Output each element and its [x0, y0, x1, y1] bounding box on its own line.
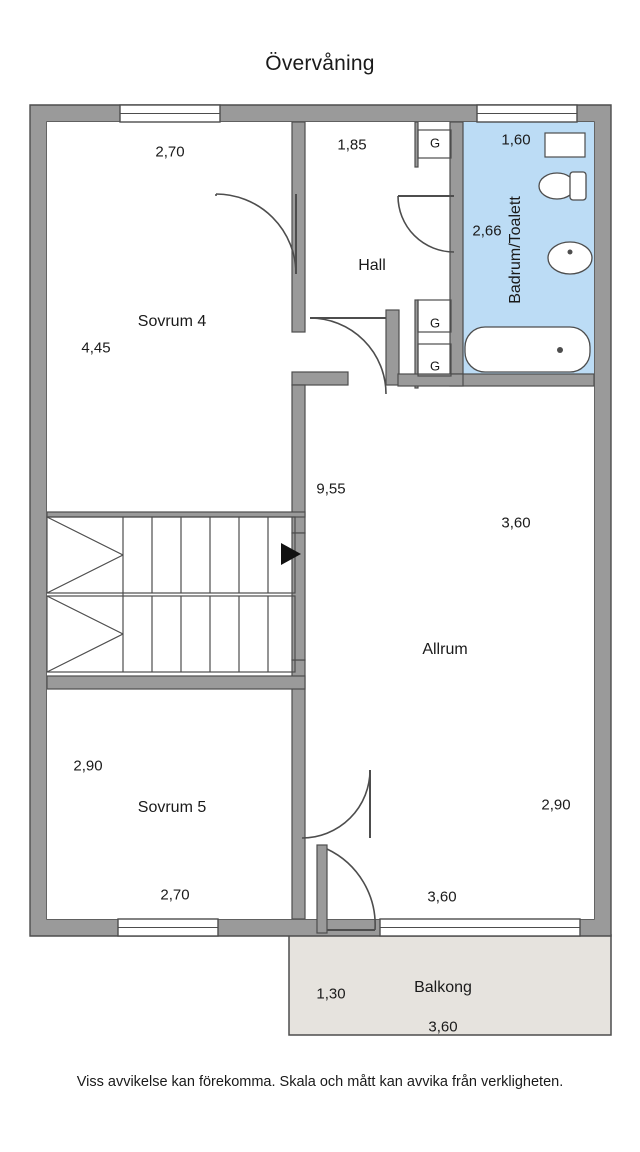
window-sovrum4-top [120, 105, 220, 122]
room-label-hall: Hall [358, 257, 386, 274]
room-label-allrum: Allrum [422, 641, 468, 658]
page-title: Övervåning [265, 52, 375, 75]
bathtub-icon [465, 327, 590, 372]
dimension-label: 1,60 [501, 131, 531, 149]
disclaimer-text: Viss avvikelse kan förekomma. Skala och mått kan avvika från verkligheten. [76, 1074, 564, 1090]
dimension-label: 1,85 [337, 136, 367, 154]
dimension-label: 3,60 [428, 1018, 458, 1036]
window-sovrum5-bottom [118, 919, 218, 936]
window-bathroom-top [477, 105, 577, 122]
closet-marker: G [429, 315, 441, 331]
dimension-label: 2,90 [541, 796, 571, 814]
dimension-label: 2,66 [472, 222, 502, 240]
toilet-icon [539, 172, 586, 200]
closet-marker: G [429, 135, 441, 151]
room-label-badrum-toalett: Badrum/Toalett [507, 196, 524, 304]
dimension-label: 3,60 [427, 888, 457, 906]
dimension-label: 4,45 [81, 339, 111, 357]
dimension-label: 2,70 [155, 143, 185, 161]
room-label-sovrum4: Sovrum 4 [137, 313, 207, 330]
dimension-label: 3,60 [501, 514, 531, 532]
window-allrum-bottom [380, 919, 580, 936]
room-label-balkong: Balkong [414, 979, 472, 996]
dimension-label: 9,55 [316, 480, 346, 498]
closet-marker: G [429, 358, 441, 374]
room-label-sovrum5: Sovrum 5 [137, 799, 207, 816]
dimension-label: 2,70 [160, 886, 190, 904]
dimension-label: 1,30 [316, 985, 346, 1003]
bathroom-window-fixture [545, 133, 585, 157]
sink-icon [548, 242, 592, 274]
dimension-label: 2,90 [73, 757, 103, 775]
